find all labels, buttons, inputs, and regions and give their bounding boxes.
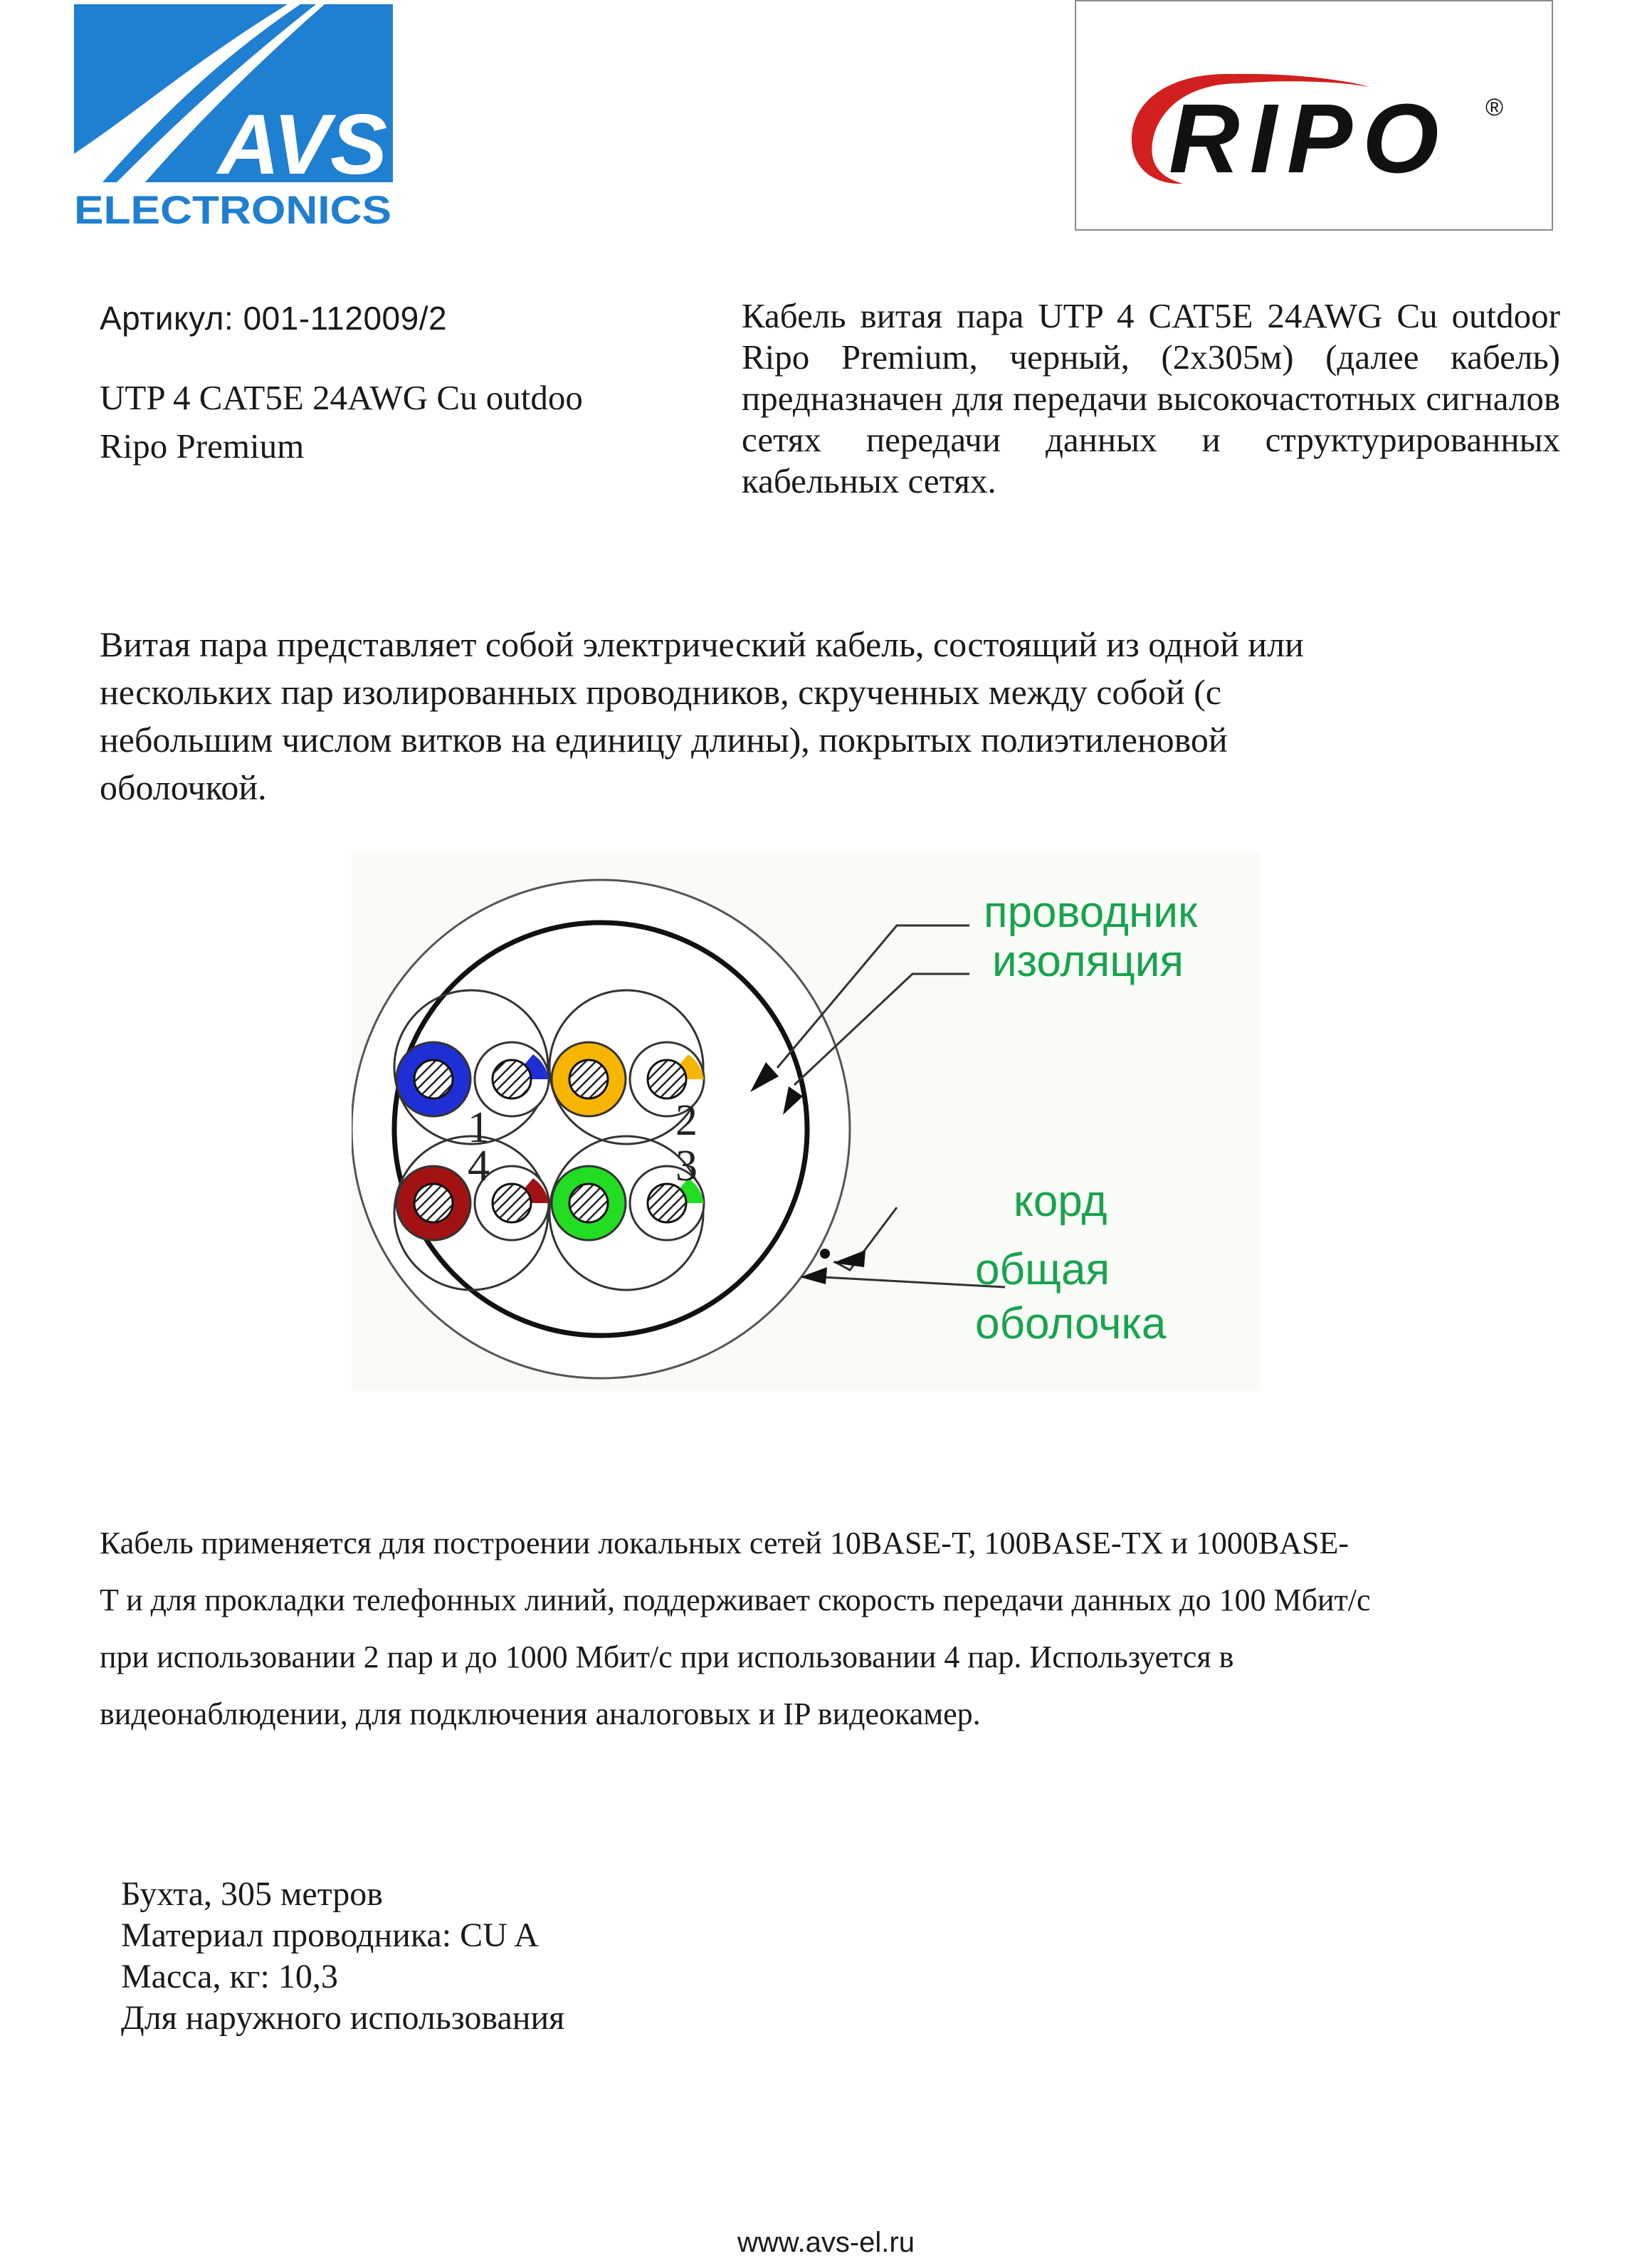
label-sheath-line2: оболочка bbox=[975, 1299, 1167, 1348]
article-label: Артикул: bbox=[100, 300, 234, 337]
intro-paragraph bbox=[100, 621, 1523, 812]
product-short-name bbox=[100, 374, 712, 471]
inner-sheath-ring bbox=[394, 923, 807, 1336]
spec-item: Материал проводника: CU A bbox=[121, 1916, 539, 1954]
label-conductor: проводник bbox=[984, 888, 1198, 937]
usage-line: видеонаблюдении, для подключения аналоговых и IP видеокамер. bbox=[100, 1696, 981, 1731]
intro-line: оболочкой. bbox=[100, 767, 267, 807]
pair-4-conductor bbox=[414, 1184, 453, 1222]
pair-number-3: 3 bbox=[675, 1142, 698, 1190]
ripo-logo bbox=[1126, 44, 1510, 194]
usage-paragraph bbox=[100, 1515, 1601, 1743]
label-sheath-line1: общая bbox=[975, 1245, 1110, 1294]
pair-number-1: 1 bbox=[468, 1103, 490, 1152]
specs-list bbox=[121, 1874, 564, 2039]
footer-url: www.avs-el.ru bbox=[737, 2227, 915, 2258]
intro-line: Витая пара представляет собой электрический кабель, состоящий из одной или bbox=[100, 624, 1304, 664]
spec-item: Масса, кг: 10,3 bbox=[121, 1958, 338, 1995]
usage-line: при использовании 2 пар и до 1000 Мбит/с при использовании 4 пар. Используется в bbox=[100, 1640, 1234, 1674]
avs-electronics-logo bbox=[74, 4, 393, 229]
pair-3-conductor bbox=[569, 1184, 608, 1222]
cable-cross-section-diagram bbox=[352, 851, 1260, 1391]
pair-1-conductor bbox=[493, 1060, 531, 1098]
registered-mark: ® bbox=[1485, 94, 1504, 121]
label-insulation: изоляция bbox=[992, 937, 1184, 986]
pair-2-conductor bbox=[569, 1060, 608, 1098]
usage-line: T и для прокладки телефонных линий, поддерживает скорость передачи данных до 100 Мбит/с bbox=[100, 1583, 1371, 1617]
spec-item: Для наружного использования bbox=[121, 1999, 565, 2037]
label-cord: корд bbox=[1014, 1177, 1108, 1226]
pair-4-conductor bbox=[493, 1184, 531, 1222]
intro-line: нескольких пар изолированных проводников, скрученных между собой (с bbox=[100, 672, 1221, 712]
spec-item: Бухта, 305 метров bbox=[121, 1875, 383, 1913]
short-name-line: Ripo Premium bbox=[100, 426, 305, 466]
pair-number-2: 2 bbox=[675, 1096, 698, 1145]
intro-line: небольшим числом витков на единицу длины), покрытых полиэтиленовой bbox=[100, 720, 1228, 760]
pair-2-conductor bbox=[648, 1060, 686, 1098]
pair-1-conductor bbox=[414, 1060, 453, 1098]
article-value: 001-112009/2 bbox=[243, 300, 448, 337]
usage-line: Кабель применяется для построении локальных сетей 10BASE-T, 100BASE-TX и 1000BASE- bbox=[100, 1526, 1349, 1560]
short-name-line: UTP 4 CAT5E 24AWG Cu outdoo bbox=[100, 378, 583, 417]
article-number bbox=[100, 299, 447, 337]
cord-dot bbox=[820, 1249, 830, 1259]
avs-logo-text: AVS bbox=[218, 97, 387, 192]
ripo-logo-frame bbox=[1075, 0, 1553, 231]
electronics-logo-text: ELECTRONICS bbox=[74, 187, 391, 229]
product-description: Кабель витая пара UTP 4 CAT5E 24AWG Cu outdoor Ripo Premium, черный, (2х305м) (далее кабель) предназначен для передачи высокочастотных сигналов сетях передачи данных и структурированных кабельных сетях. bbox=[742, 296, 1560, 500]
pair-number-4: 4 bbox=[468, 1142, 490, 1190]
ripo-logo-text: RIPO bbox=[1169, 84, 1449, 194]
